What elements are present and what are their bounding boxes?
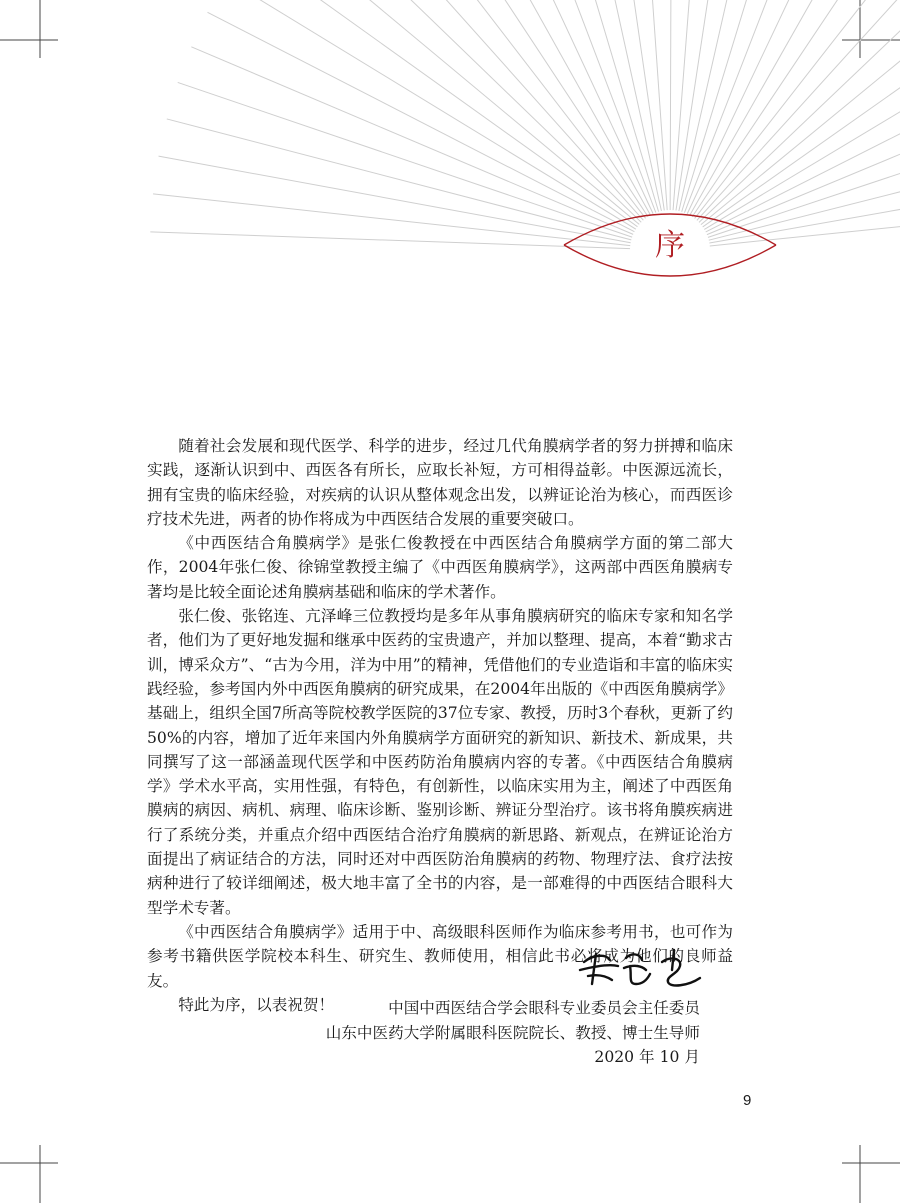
sunburst-ray	[701, 0, 900, 225]
sunburst-ray	[226, 0, 636, 229]
sunburst-ray	[247, 0, 637, 227]
page-number: 9	[743, 1092, 752, 1109]
sunburst-ray	[699, 0, 900, 222]
signature-date: 2020 年 10 月	[594, 1048, 700, 1066]
sunburst-ray	[150, 232, 630, 249]
sunburst-ray	[296, 0, 641, 222]
sunburst-ray	[670, 0, 672, 210]
paragraph: 张仁俊、张铭连、亢泽峰三位教授均是多年从事角膜病研究的临床专家和知名学者，他们为了更好地发掘和继承中医药的宝贵遗产，并加以整理、提高，本着“勤求古训，博采众方”、“古为今用，洋为中用”的精神，凭借他们的专业造诣和丰富的临床实践经验，参考国内外中西医角膜病的研究成果，在2004年出版的《中西医角膜病学》基础上，组织全国7所高等院校教学医院的37位专家、教授，历时3个春秋，更新了约50%的内容，增加了近年来国内外角膜病学方面研究的新知识、新技术、新成果，共同撰写了这一部涵盖现代医学和中医药防治角膜病内容的专著。《中西医结合角膜病学》学术水平高，实用性强，有特色，有创新性，以临床实用为主，阐述了中西医角膜病的病因、病机、病理、临床诊断、鉴别诊断、辨证分型治疗。该书将角膜疾病进行了系统分类，并重点介绍中西医结合治疗角膜病的新思路、新观点，在辨证论治方面提出了病证结合的方法，同时还对中西医防治角膜病的药物、物理疗法、食疗法按病种进行了较详细阐述，极大地丰富了全书的内容，是一部难得的中西医结合眼科大型学术专著。	[147, 607, 733, 917]
paragraph: 《中西医结合角膜病学》是张仁俊教授在中西医结合角膜病学方面的第二部大作，2004年张仁俊、徐锦堂教授主编了《中西医角膜病学》，这两部中西医角膜病专著均是比较全面论述角膜病基础和临床的学术著作。	[147, 534, 733, 601]
preface-body	[147, 434, 733, 1017]
sunburst-ray	[270, 0, 639, 224]
sunburst-ray	[679, 0, 785, 211]
paragraph: 特此为序，以表祝贺！	[178, 995, 335, 1014]
paragraph: 《中西医结合角膜病学》适用于中、高级眼科医师作为临床参考用书，也可作为参考书籍供医学院校本科生、研究生、教师使用，相信此书必将成为他们的良师益友。	[147, 922, 733, 990]
section-title: 序	[655, 228, 685, 263]
sunburst-ray	[697, 0, 900, 220]
paragraph: 随着社会发展和现代医学、科学的进步，经过几代角膜病学者的努力拼搏和临床实践，逐渐认识到中、西医各有所长，应取长补短，方可相得益彰。中医源远流长，拥有宝贵的临床经验，对疾病的认识从整体观念出发，以辨证论治为核心，而西医诊疗技术先进，两者的协作将成为中西医结合发展的重要突破口。	[147, 437, 733, 528]
sunburst-ray	[558, 0, 661, 211]
sunburst-ray	[684, 0, 858, 213]
signatory-title: 中国中西医结合学会眼科专业委员会主任委员	[388, 999, 700, 1017]
signature-block	[326, 996, 700, 1070]
sunburst-ray	[485, 0, 655, 213]
sunburst-ray	[703, 0, 900, 227]
sunburst-ray	[450, 0, 653, 214]
signatory-position: 山东中医药大学附属眼科医院院长、教授、博士生导师	[325, 1023, 700, 1042]
sunburst-ray	[687, 0, 893, 214]
sunburst-ray	[690, 0, 900, 215]
sunburst-ray	[153, 194, 630, 246]
handwritten-signature	[570, 940, 710, 996]
crop-mark-bottom-left	[0, 1143, 60, 1203]
sunburst-ray	[208, 12, 635, 231]
crop-mark-bottom-right	[840, 1143, 900, 1203]
